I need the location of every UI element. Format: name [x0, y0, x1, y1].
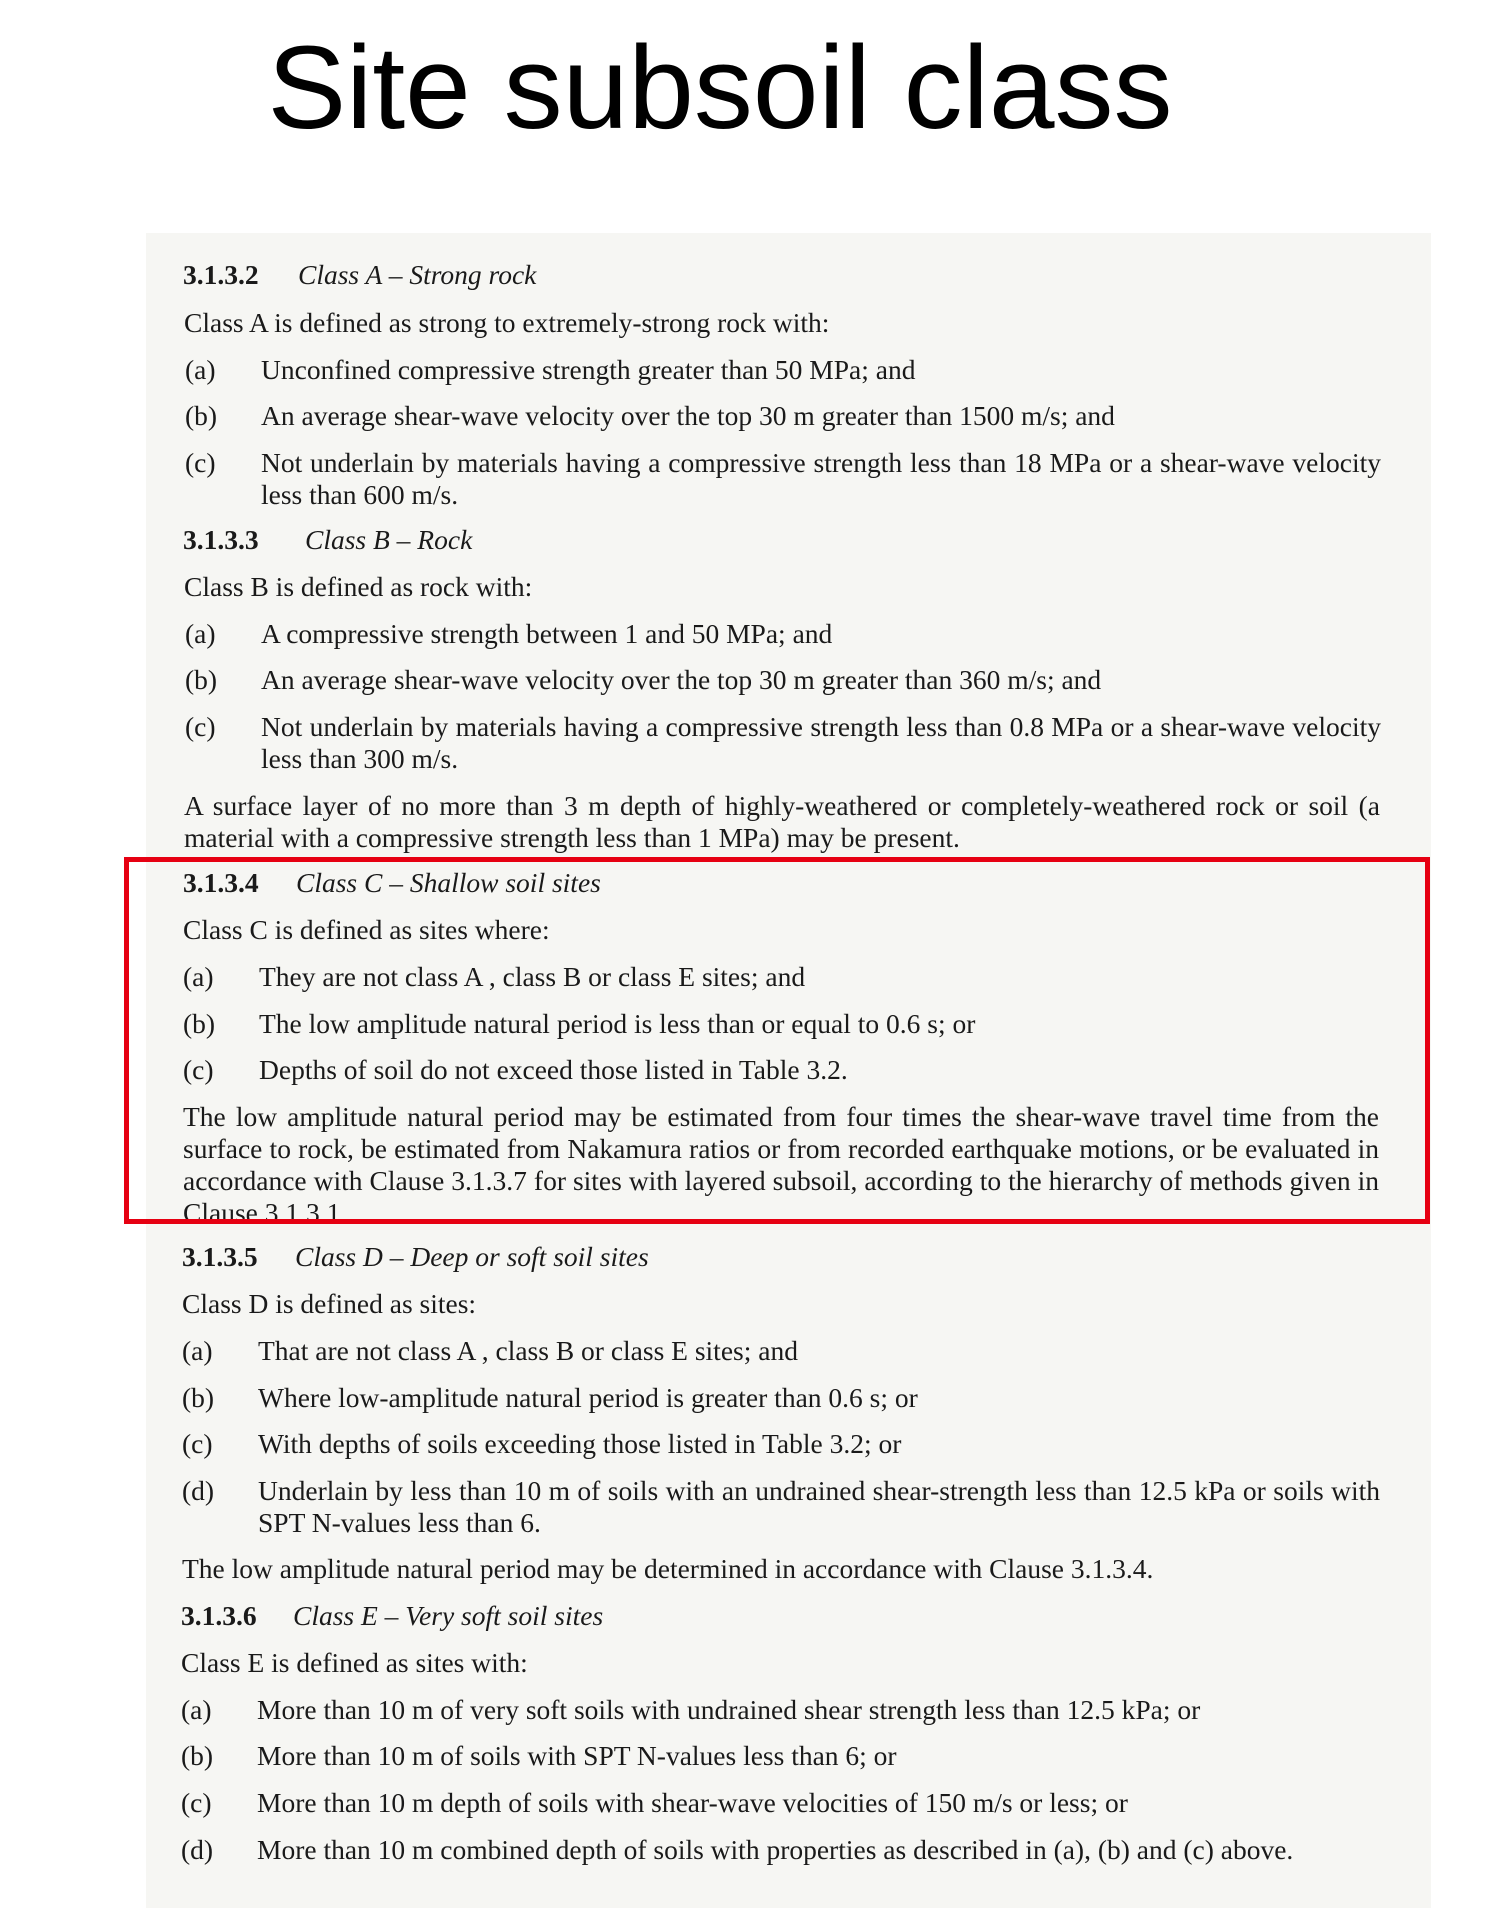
item-text: More than 10 m depth of soils with shear-wave velocities of 150 m/s or less; or	[257, 1787, 1128, 1818]
item-text: With depths of soils exceeding those listed in Table 3.2; or	[258, 1428, 902, 1459]
item-text: Where low-amplitude natural period is greater than 0.6 s; or	[258, 1382, 918, 1413]
item-marker: (c)	[185, 711, 216, 742]
section-heading: Class B – Rock	[305, 524, 473, 555]
item-text: Underlain by less than 10 m of soils with an undrained shear-strength less than 12.5 kPa or soils with SPT N-values less than 6.	[258, 1475, 1380, 1538]
section-heading: Class D – Deep or soft soil sites	[295, 1241, 649, 1272]
item-text: Not underlain by materials having a compressive strength less than 18 MPa or a shear-wave velocity less than 600 m/s.	[261, 447, 1381, 510]
item-text: More than 10 m of very soft soils with undrained shear strength less than 12.5 kPa; or	[257, 1694, 1201, 1725]
item-text: They are not class A , class B or class E sites; and	[259, 961, 806, 992]
page-title: Site subsoil class	[267, 22, 1173, 154]
item-marker: (c)	[182, 1428, 213, 1459]
section-note: The low amplitude natural period may be estimated from four times the shear-wave travel time from the surface to rock, be estimated from Nakamura ratios or from recorded earthquake motions, or be evaluated in accordance with Clause 3.1.3.7 for sites with layered subsoil, according to the hierarchy of methods given in Clause 3.1.3.1.	[183, 1101, 1379, 1228]
section-number: 3.1.3.4	[183, 867, 259, 898]
item-text: An average shear-wave velocity over the top 30 m greater than 1500 m/s; and	[261, 400, 1115, 431]
item-marker: (d)	[181, 1834, 214, 1865]
section-note: A surface layer of no more than 3 m depth of highly-weathered or completely-weathered rock or soil (a material with a compressive strength less than 1 MPa) may be present.	[184, 790, 1380, 853]
item-text: More than 10 m of soils with SPT N-values less than 6; or	[257, 1740, 897, 1771]
item-text: Depths of soil do not exceed those listed in Table 3.2.	[259, 1054, 848, 1085]
section-heading: Class C – Shallow soil sites	[296, 867, 601, 898]
section-number: 3.1.3.6	[181, 1600, 257, 1631]
section-number: 3.1.3.2	[183, 259, 259, 290]
item-text: The low amplitude natural period is less than or equal to 0.6 s; or	[259, 1008, 976, 1039]
item-marker: (a)	[183, 961, 214, 992]
section-intro: Class B is defined as rock with:	[184, 571, 533, 602]
item-marker: (b)	[185, 400, 218, 431]
item-text: An average shear-wave velocity over the top 30 m greater than 360 m/s; and	[261, 664, 1102, 695]
section-heading: Class E – Very soft soil sites	[293, 1600, 604, 1631]
item-text: Unconfined compressive strength greater than 50 MPa; and	[261, 354, 916, 385]
section-intro: Class E is defined as sites with:	[181, 1647, 528, 1678]
item-text: A compressive strength between 1 and 50 MPa; and	[261, 618, 833, 649]
section-intro: Class A is defined as strong to extremely-strong rock with:	[184, 307, 830, 338]
item-marker: (b)	[181, 1740, 214, 1771]
section-number: 3.1.3.5	[182, 1241, 258, 1272]
item-marker: (a)	[181, 1694, 212, 1725]
item-text: That are not class A , class B or class E sites; and	[258, 1335, 798, 1366]
item-marker: (a)	[185, 618, 216, 649]
section-note: The low amplitude natural period may be determined in accordance with Clause 3.1.3.4.	[182, 1553, 1154, 1584]
section-intro: Class C is defined as sites where:	[183, 914, 550, 945]
section-intro: Class D is defined as sites:	[182, 1288, 477, 1319]
section-heading: Class A – Strong rock	[298, 259, 537, 290]
item-marker: (c)	[181, 1787, 212, 1818]
item-marker: (a)	[185, 354, 216, 385]
highlight-box	[124, 857, 1430, 1224]
item-marker: (b)	[182, 1382, 215, 1413]
item-marker: (c)	[185, 447, 216, 478]
item-marker: (d)	[182, 1475, 215, 1506]
section-number: 3.1.3.3	[183, 524, 259, 555]
item-marker: (a)	[182, 1335, 213, 1366]
item-marker: (b)	[185, 664, 218, 695]
item-text: Not underlain by materials having a compressive strength less than 0.8 MPa or a shear-wave velocity less than 300 m/s.	[261, 711, 1381, 774]
item-marker: (c)	[183, 1054, 214, 1085]
item-marker: (b)	[183, 1008, 216, 1039]
item-text: More than 10 m combined depth of soils with properties as described in (a), (b) and (c) above.	[257, 1834, 1294, 1865]
